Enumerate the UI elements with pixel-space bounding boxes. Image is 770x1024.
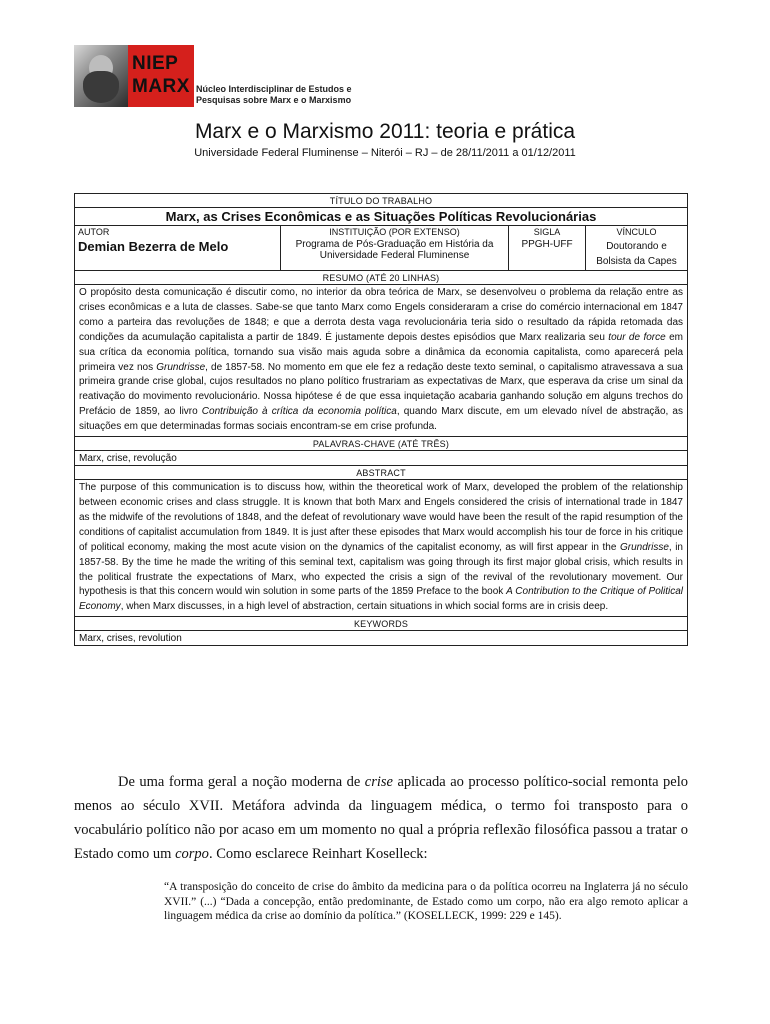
logo-caption-line: Núcleo Interdisciplinar de Estudos e — [196, 84, 352, 94]
abstract-label: ABSTRACT — [75, 466, 687, 480]
resumo-text-segment: O propósito desta comunicação é discutir como, no interior da obra teórica de Marx, se desenvolveu o problema da relação entre as crises econômicas e a luta de classes. Sabe-se que tanto Marx como Engels consideraram a crise do comércio internacional em 1847 como a parteira das revoluções de 1848; e que a derrota desta vaga revolucionária teria sido o resultado da rápida retomada das condições da acumulação capitalista a partir de 1849. É justamente depois destes episódios que Marx realizaria seu — [79, 287, 683, 343]
logo-caption-line: Pesquisas sobre Marx e o Marxismo — [196, 95, 352, 105]
resumo-italic-segment: tour de force — [608, 331, 666, 343]
sigla-value: PPGH-UFF — [508, 238, 585, 270]
submission-form-table — [74, 193, 688, 646]
resumo-text — [75, 285, 687, 437]
resumo-text-segment: em sua crítica da economia política, tornando sua visão mais aguda sobre a dinâmica da economia capitalista, como aparecerá pela primeira vez nos — [79, 331, 683, 373]
sigla-label: SIGLA — [508, 226, 585, 238]
title-label: TÍTULO DO TRABALHO — [75, 194, 687, 208]
resumo-italic-segment: Contribuição à crítica da economia política — [201, 406, 397, 418]
abstract-text-segment: The purpose of this communication is to discuss how, within the theoretical work of Marx, developed the problem of the relationship between economic crises and class struggle. It is known that both Marx and Engels considered the crisis of international trade in 1847 as the midwife of the revolutions of 1848, and the defeat of revolutionary wave would have been the result of the rapid resumption of the conditions of capitalist accumulation from 1849. It is just after these episodes that Marx would accomplish his tour de force in his critique of political economy, making the most acute vision on the dynamics of the capitalist economy, as will first appear in the — [79, 482, 683, 553]
keywords-pt-value: Marx, crise, revolução — [75, 451, 687, 466]
body-paragraph — [74, 770, 688, 866]
keywords-en-value: Marx, crises, revolution — [79, 633, 182, 645]
page-subtitle: Universidade Federal Fluminense – Niterói – RJ – de 28/11/2011 a 01/12/2011 — [194, 147, 576, 159]
abstract-italic-segment: Grundrisse — [619, 541, 669, 553]
logo-text-niep: NIEP — [132, 53, 179, 74]
logo-red-block — [128, 45, 194, 107]
niep-marx-logo — [74, 45, 194, 107]
marx-portrait-image — [74, 45, 128, 107]
author-label: AUTOR — [78, 227, 110, 237]
paragraph-italic-segment: crise — [364, 774, 393, 790]
paragraph-segment: . Como esclarece Reinhart Koselleck: — [208, 846, 428, 862]
abstract-text — [75, 480, 687, 617]
page-title: Marx e o Marxismo 2011: teoria e prática — [194, 120, 576, 143]
logo-caption — [196, 84, 352, 106]
resumo-text-segment: , quando Marx discute, em um elevado nível de abstração, as situações em que determinadas formas sociais encontram-se em crise profunda. — [79, 406, 683, 433]
work-title: Marx, as Crises Econômicas e as Situações Políticas Revolucionárias — [75, 208, 687, 226]
resumo-text-segment: , de 1857-58. No momento em que ele fez a redação deste texto seminal, o capitalismo atravessava a sua primeira grande crise global, cujos resultados no plano político frustrariam as expectativas de Marx, que esperava da crise um sinal da reativação do movimento revolucionário. Nossa hipótese é de que essa inquietação acabaria ganhando solução em alguns trechos do Prefácio de 1859, ao livro — [79, 361, 683, 418]
paragraph-italic-segment: corpo — [175, 846, 209, 862]
author-header-row — [75, 226, 687, 238]
institution-value: Programa de Pós-Graduação em História da Universidade Federal Fluminense — [280, 238, 508, 270]
abstract-text-segment: , in 1857-58. By the time he made the writing of this seminal text, capitalism was going through its first major global crisis, which results in the political frustrate the expectations of Marx, who expected the crisis a sign of the revival of the revolutionary movement. Our hypothesis is that this concern would win solution in some parts of the 1859 Preface to the book — [79, 541, 683, 598]
keywords-en-label: KEYWORDS — [75, 617, 687, 631]
author-info-row — [75, 238, 687, 271]
vinculo-label: VÍNCULO — [585, 226, 687, 238]
logo-text-marx: MARX — [132, 76, 190, 97]
abstract-italic-segment: A Contribution to the Critique of Political Economy — [79, 586, 683, 613]
block-quote: “A transposição do conceito de crise do âmbito da medicina para o da política ocorreu na Inglaterra já no século XVII.” (...) “Dada a concepção, então predominante, de Estado como um corpo, não era algo remoto aplicar a linguagem médica da crise ao domínio da política.” (KOSELLECK, 1999: 229 e 145). — [164, 881, 688, 922]
paragraph-segment: De uma forma geral a noção moderna de — [118, 774, 365, 790]
resumo-label: RESUMO (ATÉ 20 LINHAS) — [75, 271, 687, 285]
author-name: Demian Bezerra de Melo — [78, 239, 229, 254]
abstract-text-segment: , when Marx discusses, in a high level of abstraction, certain situations in which social forms are in crisis deep. — [120, 601, 609, 613]
resumo-italic-segment: Grundrisse — [156, 361, 206, 373]
vinculo-value: Doutorando e Bolsista da Capes — [585, 238, 687, 270]
paragraph-segment: aplicada ao processo político-social remonta pelo menos ao século XVII. Metáfora advinda da linguagem médica, o termo foi transposto para o vocabulário político não por acaso em um momento no qual a própria reflexão filosófica passou a tratar o Estado como um — [74, 774, 688, 862]
institution-label: INSTITUIÇÃO (POR EXTENSO) — [280, 226, 508, 238]
keywords-pt-label: PALAVRAS-CHAVE (ATÉ TRÊS) — [75, 437, 687, 451]
